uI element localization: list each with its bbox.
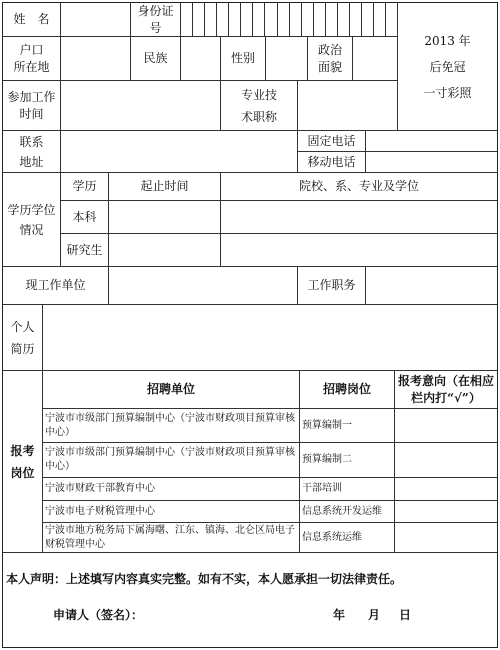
label-hukou: 户口 所在地 bbox=[3, 37, 61, 81]
label-school-major: 院校、系、专业及学位 bbox=[221, 173, 497, 201]
label-period: 起止时间 bbox=[109, 173, 221, 201]
header-post: 招聘岗位 bbox=[300, 371, 395, 409]
photo-box[interactable]: 2013 年 后免冠 一寸彩照 bbox=[398, 3, 497, 131]
registration-form bbox=[2, 2, 498, 648]
header-intent: 报考意向（在相应栏内打“√”） bbox=[395, 371, 497, 409]
label-degree: 学历 bbox=[61, 173, 109, 201]
id-digit-box[interactable] bbox=[386, 3, 398, 37]
intent-checkbox-cell[interactable] bbox=[395, 443, 497, 478]
resume-field[interactable] bbox=[43, 305, 497, 371]
position-unit: 宁波市地方税务局下属海曙、江东、镇海、北仑区局电子财税管理中心 bbox=[43, 523, 300, 553]
declaration-text: 本人声明：上述填写内容真实完整。如有不实，本人愿承担一切法律责任。 bbox=[6, 572, 403, 586]
position-post: 信息系统运维 bbox=[300, 523, 395, 553]
position-post: 预算编制二 bbox=[300, 443, 395, 478]
id-digit-box[interactable] bbox=[302, 3, 314, 37]
header-unit: 招聘单位 bbox=[43, 371, 300, 409]
label-bachelor: 本科 bbox=[61, 201, 109, 234]
title-field[interactable] bbox=[298, 81, 398, 131]
hukou-field[interactable] bbox=[61, 37, 131, 81]
id-digit-box[interactable] bbox=[314, 3, 326, 37]
label-landline: 固定电话 bbox=[298, 131, 366, 152]
label-id-card: 身份证 号 bbox=[131, 3, 181, 37]
id-digit-box[interactable] bbox=[290, 3, 302, 37]
graduate-period-field[interactable] bbox=[109, 234, 221, 267]
contact-address-field[interactable] bbox=[61, 131, 298, 173]
position-post: 信息系统开发运维 bbox=[300, 501, 395, 523]
label-apply: 报考 岗位 bbox=[3, 371, 43, 553]
label-gender: 性别 bbox=[221, 37, 266, 81]
position-unit: 宁波市财政干部教育中心 bbox=[43, 478, 300, 501]
id-card-boxes bbox=[181, 3, 398, 37]
ethnicity-field[interactable] bbox=[181, 37, 221, 81]
intent-checkbox-cell[interactable] bbox=[395, 409, 497, 443]
label-political: 政治 面貌 bbox=[308, 37, 353, 81]
gender-field[interactable] bbox=[266, 37, 308, 81]
landline-field[interactable] bbox=[366, 131, 497, 152]
id-digit-box[interactable] bbox=[326, 3, 338, 37]
label-mobile: 移动电话 bbox=[298, 152, 366, 173]
signature-field[interactable] bbox=[151, 605, 301, 625]
bachelor-period-field[interactable] bbox=[109, 201, 221, 234]
label-work-start: 参加工作 时间 bbox=[3, 81, 61, 131]
id-digit-box[interactable] bbox=[181, 3, 193, 37]
id-digit-box[interactable] bbox=[278, 3, 290, 37]
mobile-field[interactable] bbox=[366, 152, 497, 173]
id-digit-box[interactable] bbox=[217, 3, 229, 37]
label-year: 年 bbox=[333, 608, 346, 622]
intent-checkbox-cell[interactable] bbox=[395, 478, 497, 501]
id-digit-box[interactable] bbox=[205, 3, 217, 37]
id-digit-box[interactable] bbox=[193, 3, 205, 37]
label-name: 姓 名 bbox=[3, 3, 61, 37]
label-current-position: 工作职务 bbox=[298, 267, 366, 305]
position-unit: 宁波市市级部门预算编制中心（宁波市财政项目预算审核中心） bbox=[43, 443, 300, 478]
label-day: 日 bbox=[399, 608, 412, 622]
label-month: 月 bbox=[368, 608, 381, 622]
position-unit: 宁波市电子财税管理中心 bbox=[43, 501, 300, 523]
name-field[interactable] bbox=[61, 3, 131, 37]
position-post: 预算编制一 bbox=[300, 409, 395, 443]
id-digit-box[interactable] bbox=[362, 3, 374, 37]
political-field[interactable] bbox=[353, 37, 398, 81]
id-digit-box[interactable] bbox=[253, 3, 265, 37]
work-start-field[interactable] bbox=[61, 81, 221, 131]
id-digit-box[interactable] bbox=[374, 3, 386, 37]
label-current-employer: 现工作单位 bbox=[3, 267, 109, 305]
id-digit-box[interactable] bbox=[265, 3, 277, 37]
intent-checkbox-cell[interactable] bbox=[395, 523, 497, 553]
id-digit-box[interactable] bbox=[350, 3, 362, 37]
label-education: 学历学位 情况 bbox=[3, 173, 61, 267]
current-employer-field[interactable] bbox=[109, 267, 298, 305]
label-title: 专业技 术职称 bbox=[221, 81, 298, 131]
id-digit-box[interactable] bbox=[338, 3, 350, 37]
bachelor-school-field[interactable] bbox=[221, 201, 497, 234]
id-digit-box[interactable] bbox=[241, 3, 253, 37]
intent-checkbox-cell[interactable] bbox=[395, 501, 497, 523]
label-graduate: 研究生 bbox=[61, 234, 109, 267]
position-post: 干部培训 bbox=[300, 478, 395, 501]
graduate-school-field[interactable] bbox=[221, 234, 497, 267]
id-digit-box[interactable] bbox=[229, 3, 241, 37]
position-unit: 宁波市市级部门预算编制中心（宁波市财政项目预算审核中心） bbox=[43, 409, 300, 443]
label-resume: 个人 简历 bbox=[3, 305, 43, 371]
label-contact-address: 联系 地址 bbox=[3, 131, 61, 173]
label-applicant-signature: 申请人（签名）： bbox=[53, 608, 144, 622]
label-ethnicity: 民族 bbox=[131, 37, 181, 81]
current-position-field[interactable] bbox=[366, 267, 497, 305]
